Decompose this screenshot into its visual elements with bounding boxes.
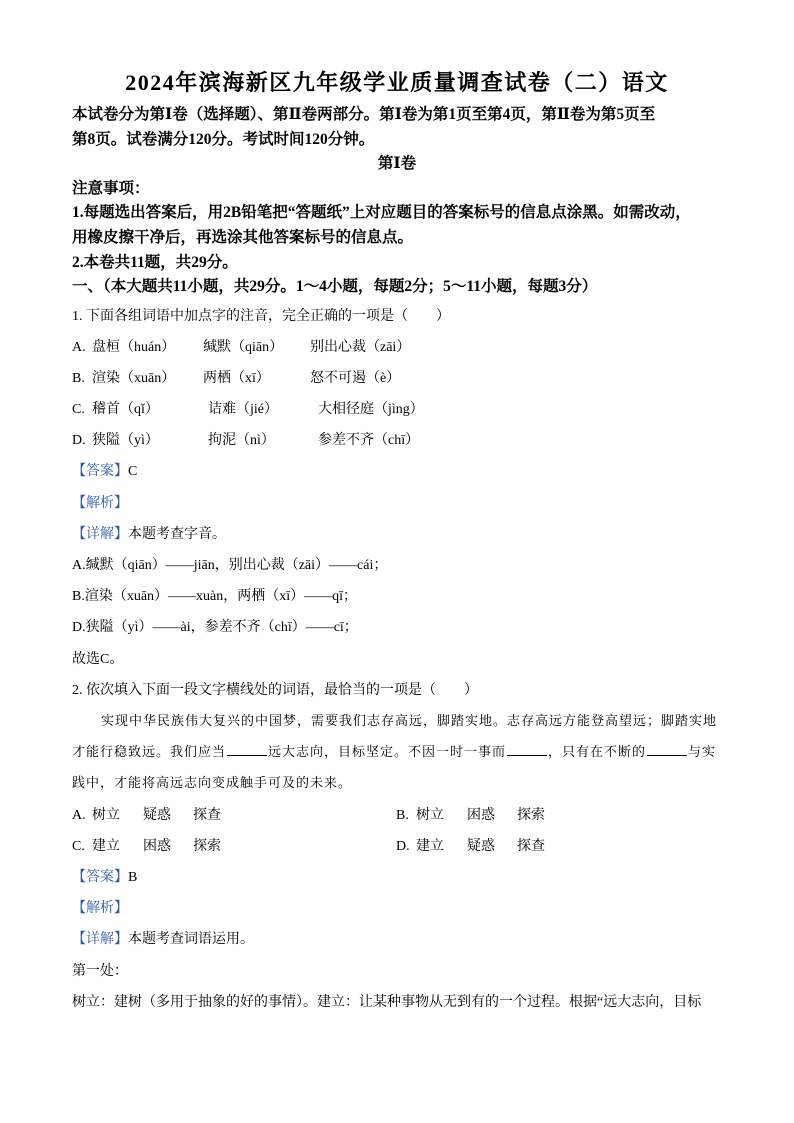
- q2-options-row-1: [72, 800, 722, 831]
- analysis-tag: 【解析】: [72, 901, 128, 917]
- option-item: 疑惑: [143, 807, 171, 823]
- option-item: 困惑: [467, 807, 495, 823]
- option-label: C.: [72, 838, 85, 854]
- q1-analysis: [72, 488, 722, 519]
- exam-title: 2024年滨海新区九年级学业质量调查试卷（二）语文: [125, 70, 669, 95]
- passage-segment: 才能行稳致远。我们应当: [72, 745, 227, 761]
- option-label: B.: [396, 807, 409, 823]
- q2-first-blank-heading: 第一处：: [72, 963, 128, 979]
- passage-segment: ，只有在不断的: [548, 745, 647, 761]
- option-item: 建立: [92, 838, 120, 854]
- q1-explanation-b: B.渲染（xuān）——xuàn，两栖（xī）——qī；: [72, 589, 358, 605]
- q1-option-d: [72, 425, 722, 456]
- option-item: 参差不齐（chī）: [318, 433, 420, 449]
- note-line-1: 1.每题选出答案后，用2B铅笔把“答题纸”上对应题目的答案标号的信息点涂黑。如需改动，: [72, 204, 691, 222]
- passage-line-1: 实现中华民族伟大复兴的中国梦，需要我们志存高远，脚踏实地。志存高远方能登高望远；脚踏实地: [101, 714, 718, 730]
- option-item: 两栖（xī）: [203, 370, 270, 386]
- q1-option-a: [72, 332, 722, 363]
- option-item: 大相径庭（jìng）: [318, 402, 424, 418]
- questions-area: [72, 301, 722, 1019]
- passage-segment: 与实: [688, 745, 717, 761]
- option-item: 探索: [517, 807, 545, 823]
- option-item: 困惑: [143, 838, 171, 854]
- q1-stem: 1. 下面各组词语中加点字的注音，完全正确的一项是（ ）: [72, 308, 450, 324]
- option-item: 稽首（qǐ）: [92, 402, 159, 418]
- passage-segment: 远大志向，目标坚定。不因一时一事而: [268, 745, 507, 761]
- option-item: 探查: [517, 838, 545, 854]
- q2-options-row-2: [72, 831, 722, 862]
- option-item: 建立: [416, 838, 444, 854]
- intro-line-1: 本试卷分为第Ⅰ卷（选择题）、第Ⅱ卷两部分。第Ⅰ卷为第1页至第4页，第Ⅱ卷为第5页至: [72, 106, 656, 123]
- detail-tag: 【详解】: [72, 526, 128, 542]
- option-item: 树立: [92, 807, 120, 823]
- q1-option-b: [72, 363, 722, 394]
- detail-text: 本题考查字音。: [128, 526, 226, 542]
- q2-answer: [72, 862, 722, 893]
- option-label: B.: [72, 370, 85, 386]
- option-item: 渲染（xuān）: [92, 370, 176, 386]
- fill-blank-3: [647, 741, 687, 756]
- q2-analysis: [72, 893, 722, 924]
- option-item: 拘泥（nì）: [208, 433, 275, 449]
- part-heading: 第Ⅰ卷: [377, 155, 417, 173]
- q1-explanation-d: D.狭隘（yì）——ài，参差不齐（chī）——cī；: [72, 620, 358, 636]
- option-item: 别出心裁（zāi）: [310, 339, 411, 355]
- answer-value: B: [128, 870, 138, 886]
- answer-tag: 【答案】: [72, 870, 128, 886]
- detail-tag: 【详解】: [72, 932, 128, 948]
- section-heading: 一、（本大题共11小题，共29分。1～4小题，每题2分；5～11小题，每题3分）: [72, 278, 598, 296]
- q1-option-c: [72, 394, 722, 425]
- option-item: 盘桓（huán）: [92, 339, 176, 355]
- option-item: 狭隘（yì）: [92, 433, 159, 449]
- passage-line-2: [72, 737, 722, 768]
- option-item: 探索: [193, 838, 221, 854]
- q2-first-blank-text: 树立：建树（多用于抽象的好的事情）。建立：让某种事物从无到有的一个过程。根据“远大志向，目标: [72, 994, 702, 1010]
- detail-text: 本题考查词语运用。: [128, 932, 254, 948]
- fill-blank-2: [507, 741, 547, 756]
- answer-tag: 【答案】: [72, 464, 128, 480]
- option-item: 诘难（jié）: [208, 402, 278, 418]
- q1-explanation-a: A.缄默（qiān）——jiān，别出心裁（zāi）——cái；: [72, 558, 388, 574]
- option-label: D.: [396, 838, 410, 854]
- option-label: D.: [72, 433, 86, 449]
- q2-detail: [72, 924, 722, 955]
- notes-heading: 注意事项：: [72, 179, 150, 197]
- note-line-2: 用橡皮擦干净后，再选涂其他答案标号的信息点。: [72, 228, 414, 246]
- exam-instructions: [72, 103, 722, 300]
- option-item: 树立: [416, 807, 444, 823]
- option-item: 怒不可遏（è）: [310, 370, 401, 386]
- analysis-tag: 【解析】: [72, 495, 128, 511]
- intro-line-2: 第8页。试卷满分120分。考试时间120分钟。: [72, 130, 375, 148]
- option-label: C.: [72, 402, 85, 418]
- option-item: 疑惑: [467, 838, 495, 854]
- option-item: 缄默（qiān）: [203, 339, 284, 355]
- option-label: A.: [72, 339, 86, 355]
- q1-detail: [72, 519, 722, 550]
- answer-value: C: [128, 464, 138, 480]
- note-line-3: 2.本卷共11题，共29分。: [72, 253, 238, 271]
- q1-answer: [72, 456, 722, 487]
- q1-conclusion: 故选C。: [72, 651, 124, 667]
- q2-passage: [72, 706, 722, 800]
- option-label: A.: [72, 807, 86, 823]
- fill-blank-1: [227, 741, 267, 756]
- option-item: 探查: [193, 807, 221, 823]
- q2-stem: 2. 依次填入下面一段文字横线处的词语，最恰当的一项是（ ）: [72, 682, 478, 698]
- passage-line-3: 践中，才能将高远志向变成触手可及的未来。: [72, 776, 353, 792]
